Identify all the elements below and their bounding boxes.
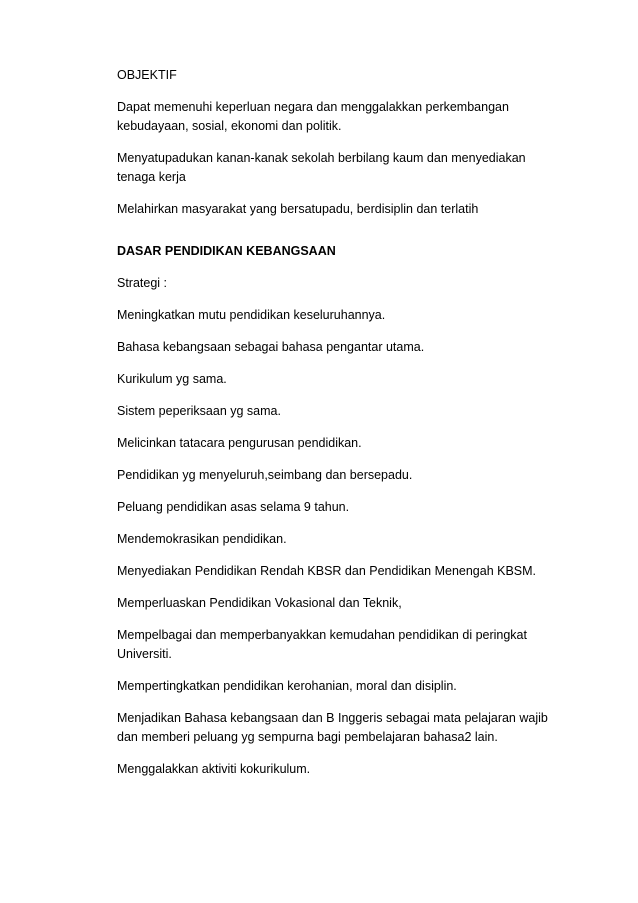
- strategy-label: Strategi :: [117, 276, 168, 290]
- objektif-item: Dapat memenuhi keperluan negara dan menggalakkan perkembangan kebudayaan, sosial, ekonomi dan politik.: [117, 100, 509, 133]
- strategy-item: Bahasa kebangsaan sebagai bahasa pengantar utama.: [117, 340, 425, 354]
- strategy-item: Peluang pendidikan asas selama 9 tahun.: [117, 500, 350, 514]
- objektif-item: Menyatupadukan kanan-kanak sekolah berbilang kaum dan menyediakan tenaga kerja: [117, 151, 526, 184]
- strategy-item: Pendidikan yg menyeluruh,seimbang dan bersepadu.: [117, 468, 413, 482]
- strategy-item: Menggalakkan aktiviti kokurikulum.: [117, 762, 311, 776]
- strategy-item: Memperluaskan Pendidikan Vokasional dan Teknik,: [117, 596, 402, 610]
- objektif-item: Melahirkan masyarakat yang bersatupadu, berdisiplin dan terlatih: [117, 202, 479, 216]
- strategy-item: Menjadikan Bahasa kebangsaan dan B Inggeris sebagai mata pelajaran wajib dan memberi peluang yg sempurna bagi pembelajaran bahasa2 lain.: [117, 711, 548, 744]
- objektif-title: OBJEKTIF: [117, 68, 177, 82]
- strategy-item: Mempelbagai dan memperbanyakkan kemudahan pendidikan di peringkat Universiti.: [117, 628, 527, 661]
- dasar-heading: DASAR PENDIDIKAN KEBANGSAAN: [117, 244, 336, 258]
- strategy-item: Kurikulum yg sama.: [117, 372, 227, 386]
- dasar-section: [117, 242, 557, 779]
- strategy-item: Meningkatkan mutu pendidikan keseluruhannya.: [117, 308, 386, 322]
- strategy-item: Sistem peperiksaan yg sama.: [117, 404, 281, 418]
- strategy-item: Mendemokrasikan pendidikan.: [117, 532, 287, 546]
- strategy-item: Menyediakan Pendidikan Rendah KBSR dan Pendidikan Menengah KBSM.: [117, 564, 537, 578]
- document-page: [117, 66, 557, 792]
- strategy-item: Mempertingkatkan pendidikan kerohanian, moral dan disiplin.: [117, 679, 457, 693]
- strategy-item: Melicinkan tatacara pengurusan pendidikan.: [117, 436, 362, 450]
- objektif-section: [117, 66, 557, 219]
